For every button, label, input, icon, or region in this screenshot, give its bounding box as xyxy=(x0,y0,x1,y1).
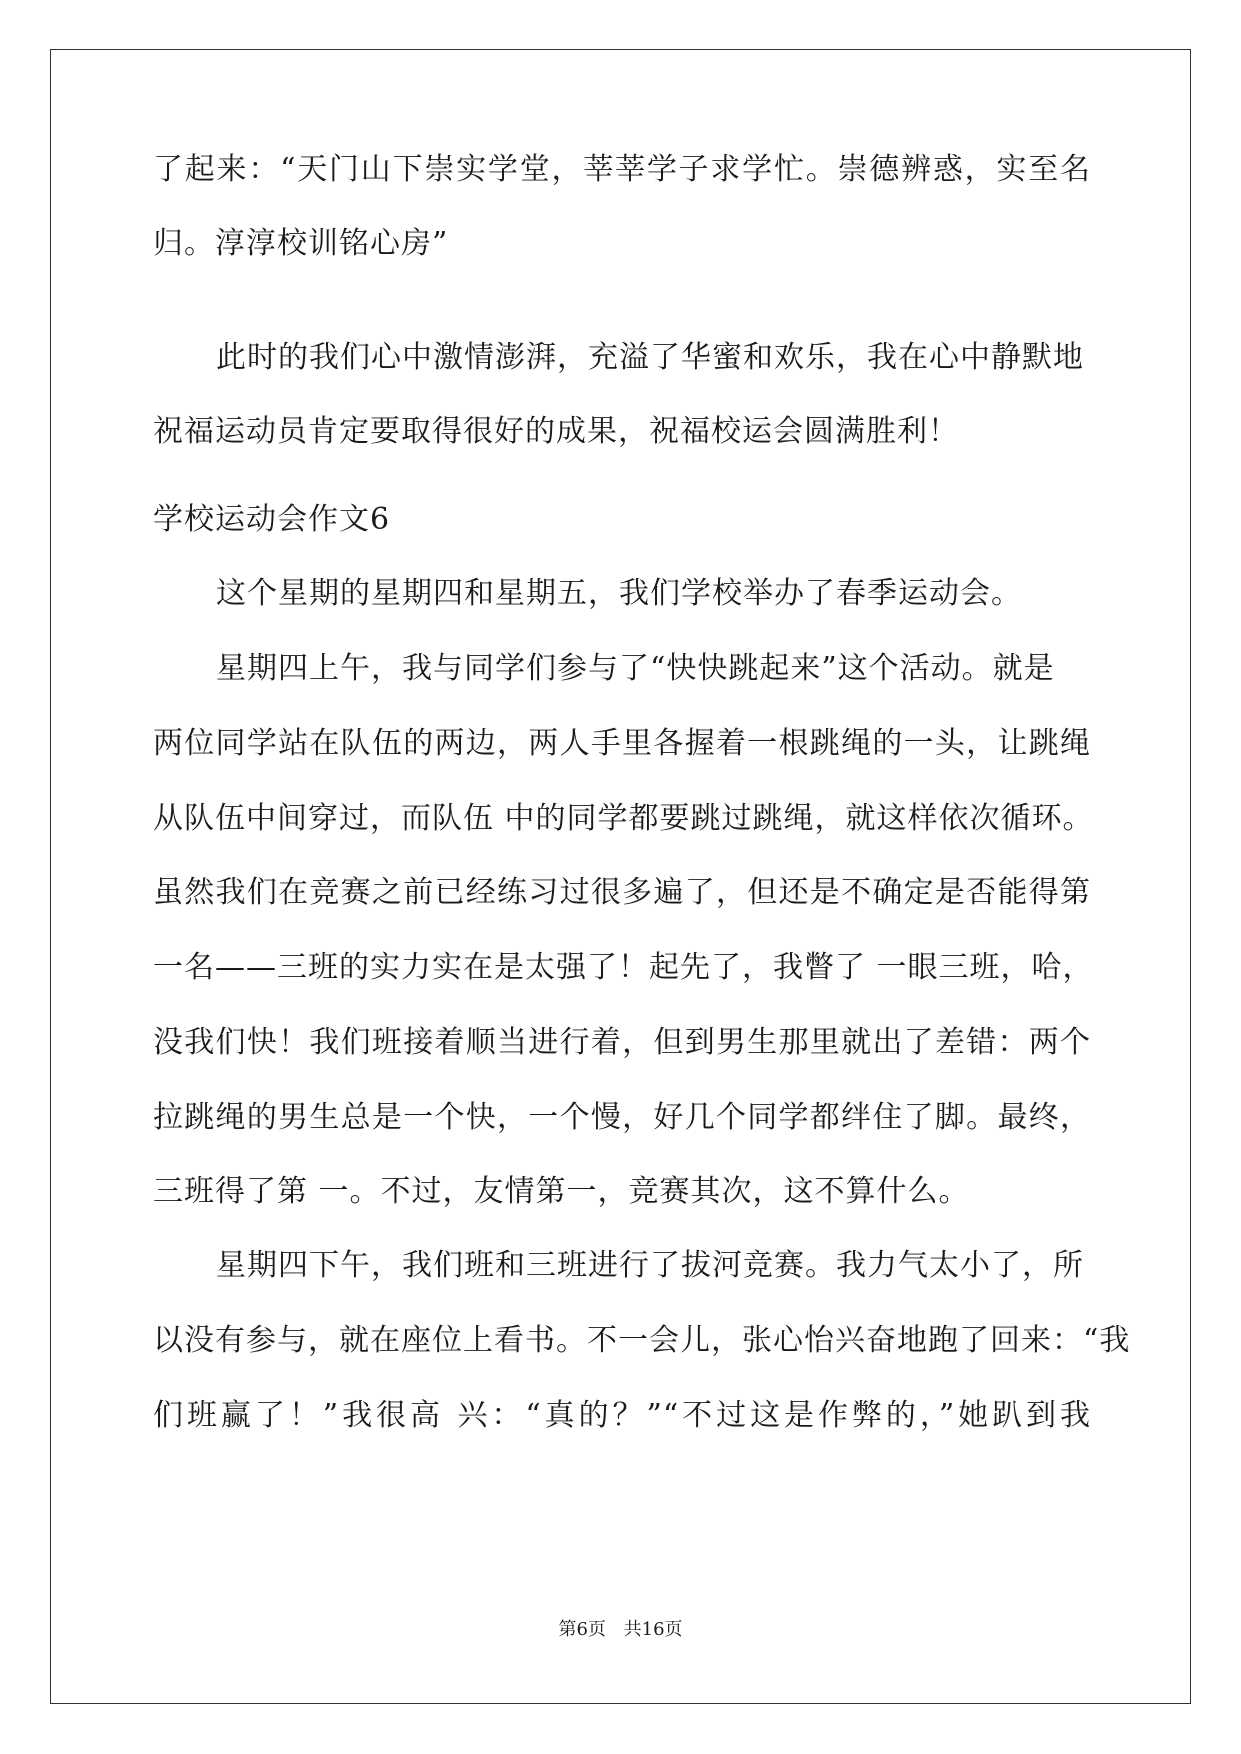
text-line: 了起来：“天门山下崇实学堂，莘莘学子求学忙。崇德辨惑，实至名 xyxy=(153,152,1091,187)
text-line: 这个星期的星期四和星期五，我们学校举办了春季运动会。 xyxy=(216,576,1022,611)
text-line: 们班赢了！”我很高 兴：“真的？”“不过这是作弊的，”她趴到我 xyxy=(153,1398,1091,1433)
text-line: 以没有参与，就在座位上看书。不一会儿，张心怡兴奋地跑了回来：“我 xyxy=(153,1323,1131,1358)
text-line: 没我们快！我们班接着顺当进行着，但到男生那里就出了差错：两个 xyxy=(153,1025,1091,1060)
text-line: 从队伍中间穿过，而队伍 中的同学都要跳过跳绳，就这样依次循环。 xyxy=(153,801,1094,836)
text-line: 归。淳淳校训铭心房” xyxy=(153,226,449,261)
text-line: 此时的我们心中激情澎湃，充溢了华蜜和欢乐，我在心中静默地 xyxy=(216,340,1084,375)
text-line: 三班得了第 一。不过，友情第一，竞赛其次，这不算什么。 xyxy=(153,1174,970,1209)
page-number-total: 共16页 xyxy=(623,1619,683,1640)
text-line: 星期四上午，我与同学们参与了“快快跳起来”这个活动。就是 xyxy=(216,651,1055,686)
text-line: 虽然我们在竞赛之前已经练习过很多遍了，但还是不确定是否能得第 xyxy=(153,875,1091,910)
page-footer xyxy=(0,1618,1241,1642)
section-heading: 学校运动会作文6 xyxy=(153,502,391,537)
text-line: 祝福运动员肯定要取得很好的成果，祝福校运会圆满胜利！ xyxy=(153,414,959,449)
page-number-current: 第6页 xyxy=(558,1619,606,1640)
text-line: 两位同学站在队伍的两边，两人手里各握着一根跳绳的一头，让跳绳 xyxy=(153,726,1091,761)
text-line: 星期四下午，我们班和三班进行了拔河竞赛。我力气太小了，所 xyxy=(216,1248,1084,1283)
text-line: 拉跳绳的男生总是一个快，一个慢，好几个同学都绊住了脚。最终， xyxy=(153,1100,1091,1135)
text-line: 一名——三班的实力实在是太强了！起先了，我瞥了 一眼三班，哈， xyxy=(153,950,1094,985)
